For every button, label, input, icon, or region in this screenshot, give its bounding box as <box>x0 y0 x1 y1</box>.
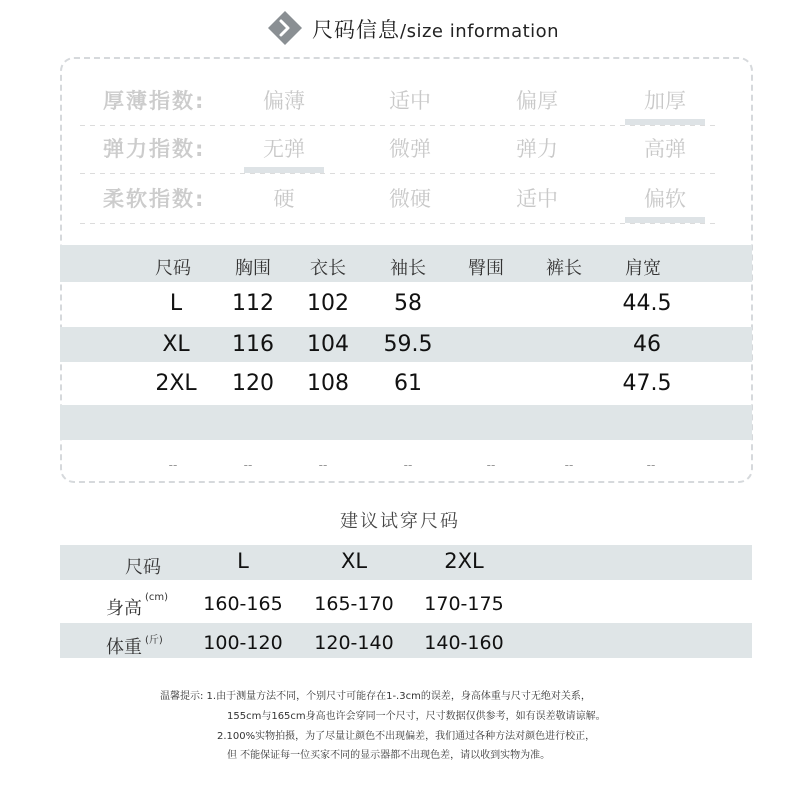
recommend-height: 160-165 <box>203 593 283 615</box>
table-header-cell: 胸围 <box>235 258 271 279</box>
title-cn: 尺码信息 <box>312 18 400 42</box>
chevron-right-diamond-icon <box>267 10 303 46</box>
table-cell: 116 <box>232 332 274 357</box>
table-cell: 120 <box>232 371 274 396</box>
table-header-cell: 衣长 <box>310 258 346 279</box>
recommend-weight: 100-120 <box>203 632 283 654</box>
table-cell: -- <box>564 458 574 472</box>
table-cell: L <box>169 291 183 316</box>
recommend-height: 170-175 <box>424 593 504 615</box>
note-line: 温馨提示: 1.由于测量方法不同，个别尺寸可能存在1-.3cm的误差，身高体重与尺寸无绝对关系， <box>160 691 591 702</box>
index-option: 微硬 <box>389 187 431 211</box>
index-option: 适中 <box>516 187 558 211</box>
index-option-selected: 加厚 <box>620 85 710 115</box>
table-cell: 47.5 <box>622 371 672 396</box>
index-option-selected: 无弹 <box>239 133 329 163</box>
table-cell: -- <box>646 458 656 472</box>
index-label: 厚薄指数: <box>103 89 206 113</box>
table-cell: -- <box>168 458 178 472</box>
index-option: 高弹 <box>644 137 686 161</box>
recommend-size: L <box>237 549 249 573</box>
index-option: 偏厚 <box>516 89 558 113</box>
index-option: 硬 <box>273 187 295 211</box>
index-option: 适中 <box>389 89 431 113</box>
table-cell: -- <box>403 458 413 472</box>
table-cell: -- <box>243 458 253 472</box>
table-header-cell: 肩宽 <box>625 258 661 279</box>
table-header-cell: 尺码 <box>155 258 191 279</box>
table-cell: 108 <box>307 371 349 396</box>
title-en: /size information <box>400 21 560 42</box>
table-header-cell: 臀围 <box>468 258 504 279</box>
index-label: 弹力指数: <box>103 137 206 161</box>
table-cell: 104 <box>307 332 349 357</box>
recommend-size-label: 尺码 <box>125 557 161 578</box>
index-option: 弹力 <box>516 137 558 161</box>
table-cell: 102 <box>307 291 349 316</box>
height-label: 身高$^{(cm)}$ <box>106 592 169 619</box>
table-cell: 46 <box>633 332 661 357</box>
weight-unit: (斤) <box>145 635 163 646</box>
table-cell: 58 <box>394 291 422 316</box>
table-cell: 59.5 <box>383 332 433 357</box>
recommend-size: 2XL <box>444 549 484 573</box>
index-option: 微弹 <box>389 137 431 161</box>
height-unit: (cm) <box>145 592 169 603</box>
table-row-band <box>60 405 752 440</box>
table-cell: -- <box>318 458 328 472</box>
table-cell: 44.5 <box>622 291 672 316</box>
index-option: 偏薄 <box>263 89 305 113</box>
note-line: 但 不能保证每一位买家不同的显示器都不出现色差，请以收到实物为准。 <box>227 750 551 761</box>
section-header <box>0 8 800 48</box>
page-title <box>312 14 559 44</box>
thickness-index-row <box>0 77 800 117</box>
table-header-cell: 裤长 <box>546 258 582 279</box>
recommend-height: 165-170 <box>314 593 394 615</box>
table-cell: 112 <box>232 291 274 316</box>
recommend-weight: 120-140 <box>314 632 394 654</box>
note-line: 2.100%实物拍摄，为了尽量让颜色不出现偏差，我们通过各种方法对颜色进行校正， <box>217 731 596 742</box>
recommend-size: XL <box>340 549 368 573</box>
softness-index-row <box>0 175 800 215</box>
elasticity-index-row <box>0 125 800 165</box>
note-line: 155cm与165cm身高也许会穿同一个尺寸，尺寸数据仅供参考，如有误差敬请谅解。 <box>227 711 606 722</box>
table-header-cell: 袖长 <box>390 258 426 279</box>
index-option-selected: 偏软 <box>620 183 710 213</box>
recommend-weight: 140-160 <box>424 632 504 654</box>
table-cell: -- <box>486 458 496 472</box>
index-label: 柔软指数: <box>103 187 206 211</box>
divider <box>80 223 720 224</box>
recommend-title: 建议试穿尺码 <box>340 511 460 532</box>
table-cell: XL <box>162 332 190 357</box>
table-cell: 2XL <box>155 371 197 396</box>
table-cell: 61 <box>394 371 422 396</box>
divider <box>80 173 720 174</box>
weight-label: 体重 $^{(斤)}$ <box>106 635 163 658</box>
